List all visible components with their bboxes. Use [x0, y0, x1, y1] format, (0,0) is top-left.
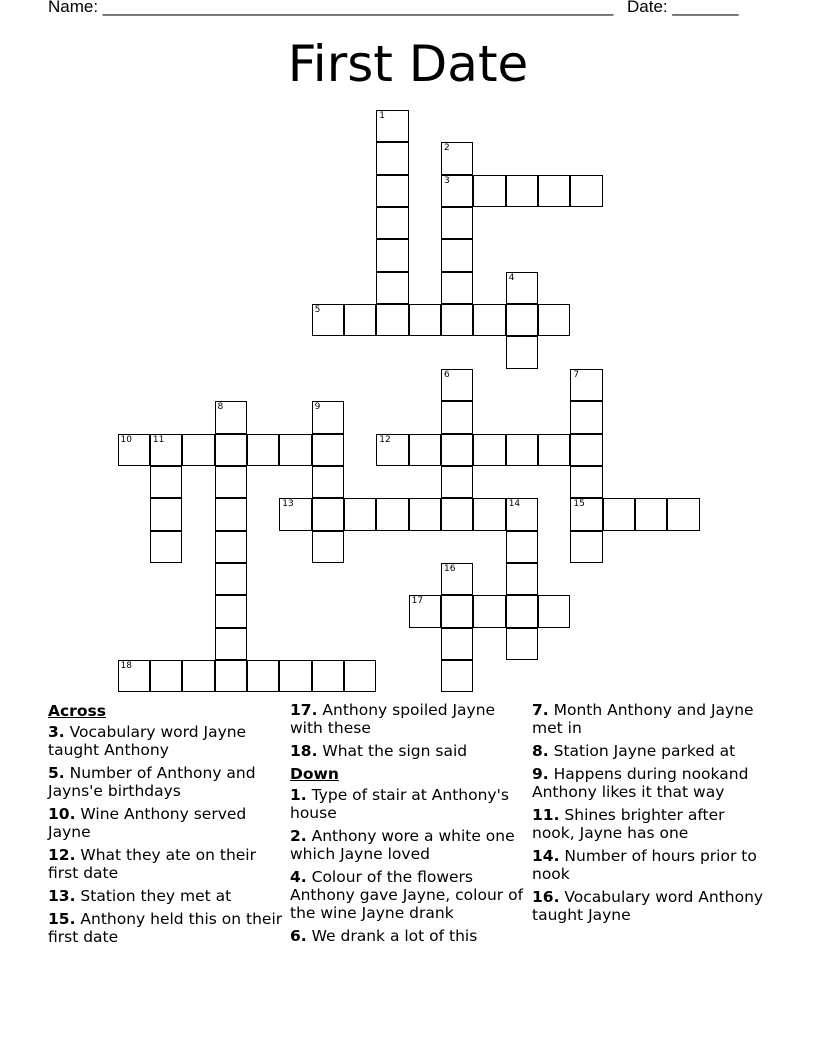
- grid-cell[interactable]: [570, 531, 602, 563]
- grid-cell[interactable]: [150, 466, 182, 498]
- down-clue: 4. Colour of the flowers Anthony gave Jayne, colour of the wine Jayne drank: [290, 868, 524, 922]
- grid-cell[interactable]: [376, 142, 408, 174]
- cell-number: 4: [508, 272, 515, 283]
- grid-cell[interactable]: [150, 531, 182, 563]
- grid-cell[interactable]: [182, 434, 214, 466]
- grid-cell[interactable]: [376, 239, 408, 271]
- grid-cell[interactable]: [312, 434, 344, 466]
- grid-cell[interactable]: [570, 434, 602, 466]
- grid-cell[interactable]: [441, 466, 473, 498]
- grid-cell[interactable]: [570, 369, 602, 401]
- grid-cell[interactable]: [538, 595, 570, 627]
- across-clue: 3. Vocabulary word Jayne taught Anthony: [48, 723, 247, 759]
- grid-cell[interactable]: [118, 434, 150, 466]
- grid-cell[interactable]: [473, 498, 505, 530]
- grid-cell[interactable]: [215, 434, 247, 466]
- cell-number: 13: [282, 499, 294, 510]
- grid-cell[interactable]: [506, 563, 538, 595]
- grid-cell[interactable]: [150, 660, 182, 692]
- grid-cell[interactable]: [215, 595, 247, 627]
- grid-cell[interactable]: [635, 498, 667, 530]
- grid-cell[interactable]: [376, 434, 408, 466]
- grid-cell[interactable]: [506, 336, 538, 368]
- cell-number: 14: [508, 499, 521, 510]
- grid-cell[interactable]: [344, 304, 376, 336]
- grid-cell[interactable]: [506, 628, 538, 660]
- grid-cell[interactable]: [376, 175, 408, 207]
- grid-cell[interactable]: [279, 498, 311, 530]
- cell-number: 10: [120, 434, 132, 445]
- grid-cell[interactable]: [441, 304, 473, 336]
- grid-cell[interactable]: [312, 531, 344, 563]
- grid-cell[interactable]: [441, 434, 473, 466]
- across-clue: 17. Anthony spoiled Jayne with these: [290, 701, 496, 737]
- grid-cell[interactable]: [570, 401, 602, 433]
- grid-cell[interactable]: [441, 660, 473, 692]
- grid-cell[interactable]: [312, 401, 344, 433]
- cell-number: 5: [314, 305, 321, 316]
- grid-cell[interactable]: [247, 660, 279, 692]
- grid-cell[interactable]: [409, 304, 441, 336]
- grid-cell[interactable]: [506, 272, 538, 304]
- down-clue: 16. Vocabulary word Anthony taught Jayne: [532, 888, 764, 924]
- grid-cell[interactable]: [441, 207, 473, 239]
- grid-cell[interactable]: [473, 595, 505, 627]
- grid-cell[interactable]: [376, 304, 408, 336]
- cell-number: 8: [217, 402, 224, 413]
- grid-cell[interactable]: [215, 628, 247, 660]
- grid-cell[interactable]: [441, 175, 473, 207]
- grid-cell[interactable]: [376, 207, 408, 239]
- grid-cell[interactable]: [506, 595, 538, 627]
- grid-cell[interactable]: [150, 498, 182, 530]
- grid-cell[interactable]: [312, 304, 344, 336]
- grid-cell[interactable]: [344, 498, 376, 530]
- down-clue: 14. Number of hours prior to nook: [532, 847, 757, 883]
- cell-number: 1: [379, 111, 386, 121]
- grid-cell[interactable]: [506, 498, 538, 530]
- down-clue: 11. Shines brighter after nook, Jayne has one: [532, 806, 725, 842]
- cell-number: 9: [314, 402, 321, 413]
- grid-cell[interactable]: [312, 466, 344, 498]
- grid-cell[interactable]: [344, 660, 376, 692]
- down-clue: 6. We drank a lot of this: [290, 927, 478, 945]
- grid-cell[interactable]: [441, 272, 473, 304]
- clue-column-1: [48, 701, 283, 951]
- across-heading: Across: [48, 702, 106, 720]
- grid-cell[interactable]: [150, 434, 182, 466]
- down-clue: 2. Anthony wore a white one which Jayne loved: [290, 827, 515, 863]
- grid-cell[interactable]: [506, 175, 538, 207]
- grid-cell[interactable]: [279, 434, 311, 466]
- grid-cell[interactable]: [506, 531, 538, 563]
- grid-cell[interactable]: [570, 466, 602, 498]
- cell-number: 3: [444, 175, 450, 186]
- grid-cell[interactable]: [312, 660, 344, 692]
- clue-column-2: [290, 701, 525, 950]
- cell-number: 17: [411, 596, 424, 607]
- cell-number: 18: [120, 660, 132, 671]
- grid-cell[interactable]: [312, 498, 344, 530]
- grid-cell[interactable]: [441, 401, 473, 433]
- across-clue: 13. Station they met at: [48, 887, 232, 905]
- across-clue: 18. What the sign said: [290, 742, 468, 760]
- grid-cell[interactable]: [279, 660, 311, 692]
- cell-number: 6: [444, 369, 450, 380]
- down-heading: Down: [290, 765, 339, 783]
- grid-cell[interactable]: [538, 434, 570, 466]
- grid-cell[interactable]: [376, 110, 408, 142]
- grid-cell[interactable]: [215, 531, 247, 563]
- across-clue: 5. Number of Anthony and Jayns'e birthdays: [48, 764, 256, 800]
- grid-cell[interactable]: [409, 595, 441, 627]
- grid-cell[interactable]: [376, 498, 408, 530]
- grid-cell[interactable]: [473, 304, 505, 336]
- grid-cell[interactable]: [538, 175, 570, 207]
- across-clue: 15. Anthony held this on their first date: [48, 910, 283, 946]
- cell-number: 2: [444, 143, 450, 154]
- name-field-label: Name: ______________________________________________________: [48, 0, 614, 16]
- grid-cell[interactable]: [667, 498, 699, 530]
- grid-cell[interactable]: [215, 498, 247, 530]
- grid-cell[interactable]: [409, 498, 441, 530]
- grid-cell[interactable]: [215, 466, 247, 498]
- cell-number: 15: [573, 499, 585, 510]
- grid-cell[interactable]: [441, 369, 473, 401]
- grid-cell[interactable]: [506, 434, 538, 466]
- grid-cell[interactable]: [215, 401, 247, 433]
- date-field-label: Date: _______: [627, 0, 739, 16]
- grid-cell[interactable]: [409, 434, 441, 466]
- grid-cell[interactable]: [376, 272, 408, 304]
- clue-column-3: [532, 701, 767, 929]
- grid-cell[interactable]: [506, 304, 538, 336]
- cell-number: 7: [573, 369, 580, 380]
- down-clue: 1. Type of stair at Anthony's house: [290, 786, 509, 822]
- grid-cell[interactable]: [441, 628, 473, 660]
- down-clue: 8. Station Jayne parked at: [532, 742, 736, 760]
- grid-cell[interactable]: [441, 239, 473, 271]
- down-clue: 9. Happens during nookand Anthony likes it that way: [532, 765, 749, 801]
- grid-cell[interactable]: [215, 563, 247, 595]
- grid-cell[interactable]: [538, 304, 570, 336]
- across-clue: 12. What they ate on their first date: [48, 846, 256, 882]
- grid-cell[interactable]: [182, 660, 214, 692]
- grid-cell[interactable]: [473, 175, 505, 207]
- page-title: First Date: [287, 35, 529, 93]
- grid-cell[interactable]: [441, 142, 473, 174]
- across-clue: 10. Wine Anthony served Jayne: [48, 805, 247, 841]
- grid-cell[interactable]: [473, 434, 505, 466]
- grid-cell[interactable]: [247, 434, 279, 466]
- grid-cell[interactable]: [570, 175, 602, 207]
- grid-cell[interactable]: [215, 660, 247, 692]
- grid-cell[interactable]: [441, 563, 473, 595]
- cell-number: 11: [152, 434, 165, 445]
- grid-cell[interactable]: [570, 498, 602, 530]
- cell-number: 12: [379, 434, 391, 445]
- cell-number: 16: [444, 563, 456, 574]
- grid-cell[interactable]: [603, 498, 635, 530]
- down-clue: 7. Month Anthony and Jayne met in: [532, 701, 754, 737]
- grid-cell[interactable]: [118, 660, 150, 692]
- grid-cell[interactable]: [441, 595, 473, 627]
- grid-cell[interactable]: [441, 498, 473, 530]
